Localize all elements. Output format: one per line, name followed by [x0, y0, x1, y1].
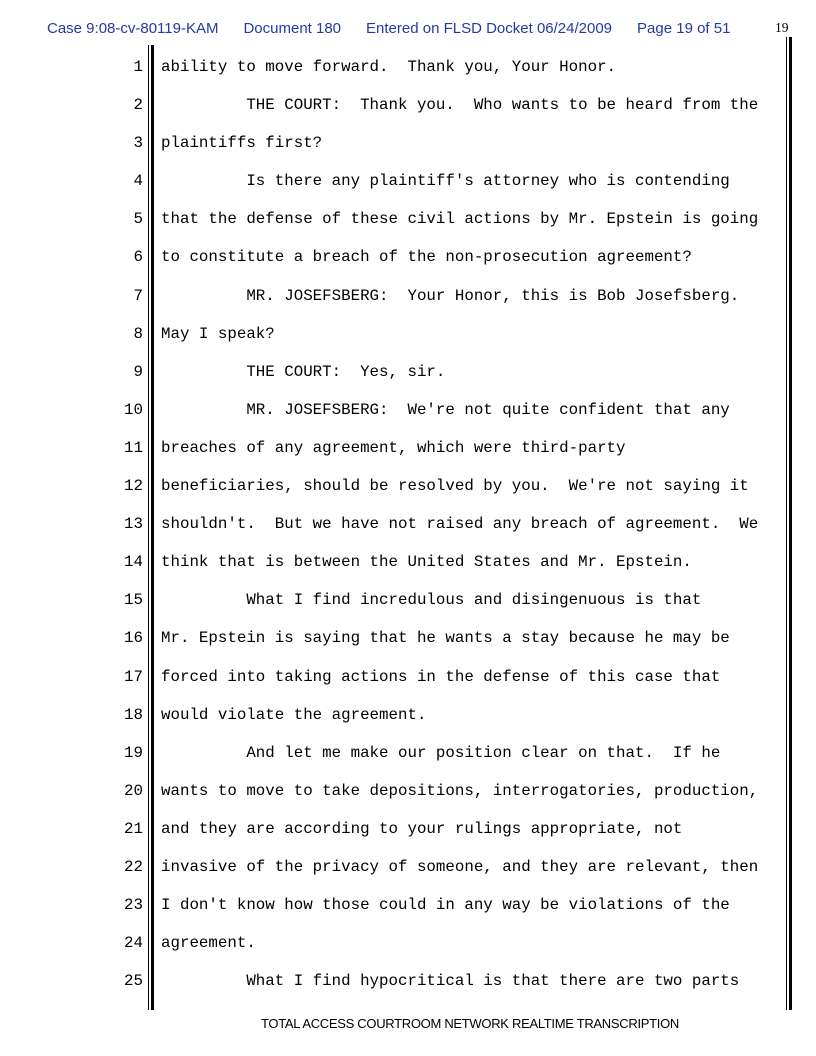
line-number: 24 — [124, 934, 143, 953]
line-number: 12 — [124, 477, 143, 496]
transcript-line: MR. JOSEFSBERG: Your Honor, this is Bob Josefsberg. — [161, 286, 740, 305]
line-number: 19 — [124, 743, 143, 762]
case-number: Case 9:08-cv-80119-KAM — [47, 20, 219, 37]
line-number: 20 — [124, 781, 143, 800]
transcript-line: forced into taking actions in the defense of this case that — [161, 667, 721, 686]
line-number: 21 — [124, 819, 143, 838]
transcript-line: invasive of the privacy of someone, and they are relevant, then — [161, 857, 759, 876]
transcript-line: shouldn't. But we have not raised any breach of agreement. We — [161, 515, 759, 534]
transcript-line: I don't know how those could in any way be violations of the — [161, 896, 730, 915]
transcript-line: THE COURT: Yes, sir. — [161, 362, 446, 381]
transcript-line: that the defense of these civil actions by Mr. Epstein is going — [161, 210, 759, 229]
transcript-line: And let me make our position clear on that. If he — [161, 743, 721, 762]
transcript-line: Mr. Epstein is saying that he wants a stay because he may be — [161, 629, 730, 648]
transcript-line: What I find hypocritical is that there are two parts — [161, 972, 740, 991]
page-of-pages: Page 19 of 51 — [637, 20, 731, 37]
transcript-line: think that is between the United States and Mr. Epstein. — [161, 553, 692, 572]
transcript-lines — [161, 48, 781, 1000]
line-number: 6 — [133, 248, 143, 267]
line-number: 4 — [133, 172, 143, 191]
transcript-line: to constitute a breach of the non-prosecution agreement? — [161, 248, 692, 267]
line-number: 14 — [124, 553, 143, 572]
transcript-line: MR. JOSEFSBERG: We're not quite confident that any — [161, 400, 730, 419]
right-margin-rule — [786, 37, 792, 1010]
transcription-service-footer: TOTAL ACCESS COURTROOM NETWORK REALTIME TRANSCRIPTION — [261, 1016, 679, 1031]
transcript-line: ability to move forward. Thank you, Your Honor. — [161, 58, 617, 76]
transcript-line: and they are according to your rulings appropriate, not — [161, 819, 683, 838]
line-number: 8 — [133, 324, 143, 343]
line-number: 13 — [124, 515, 143, 534]
transcript-page-number: 19 — [775, 20, 789, 35]
line-number: 23 — [124, 896, 143, 915]
line-number: 16 — [124, 629, 143, 648]
line-number: 11 — [124, 438, 143, 457]
docket-stamp-header — [47, 20, 730, 37]
line-number: 3 — [133, 134, 143, 153]
line-number: 25 — [124, 972, 143, 991]
line-number: 10 — [124, 400, 143, 419]
transcript-line: wants to move to take depositions, interrogatories, production, — [161, 781, 759, 800]
transcript-line: May I speak? — [161, 324, 275, 343]
line-number: 5 — [133, 210, 143, 229]
transcript-line: THE COURT: Thank you. Who wants to be heard from the — [161, 96, 759, 115]
transcript-line: What I find incredulous and disingenuous is that — [161, 591, 702, 610]
transcript-line: agreement. — [161, 934, 256, 953]
line-number: 17 — [124, 667, 143, 686]
transcript-line: breaches of any agreement, which were third-party — [161, 438, 626, 457]
transcript-line: beneficiaries, should be resolved by you. We're not saying it — [161, 477, 749, 496]
line-number: 15 — [124, 591, 143, 610]
line-number: 1 — [133, 58, 143, 76]
line-numbers — [0, 48, 143, 1000]
line-number: 2 — [133, 96, 143, 115]
docket-entered-date: Entered on FLSD Docket 06/24/2009 — [366, 20, 613, 37]
line-number: 18 — [124, 705, 143, 724]
transcript-line: would violate the agreement. — [161, 705, 427, 724]
line-number: 22 — [124, 857, 143, 876]
line-number: 9 — [133, 362, 143, 381]
transcript-line: Is there any plaintiff's attorney who is contending — [161, 172, 730, 191]
transcript-line: plaintiffs first? — [161, 134, 323, 153]
line-number: 7 — [133, 286, 143, 305]
left-margin-rule — [148, 45, 154, 1010]
document-number: Document 180 — [243, 20, 342, 37]
